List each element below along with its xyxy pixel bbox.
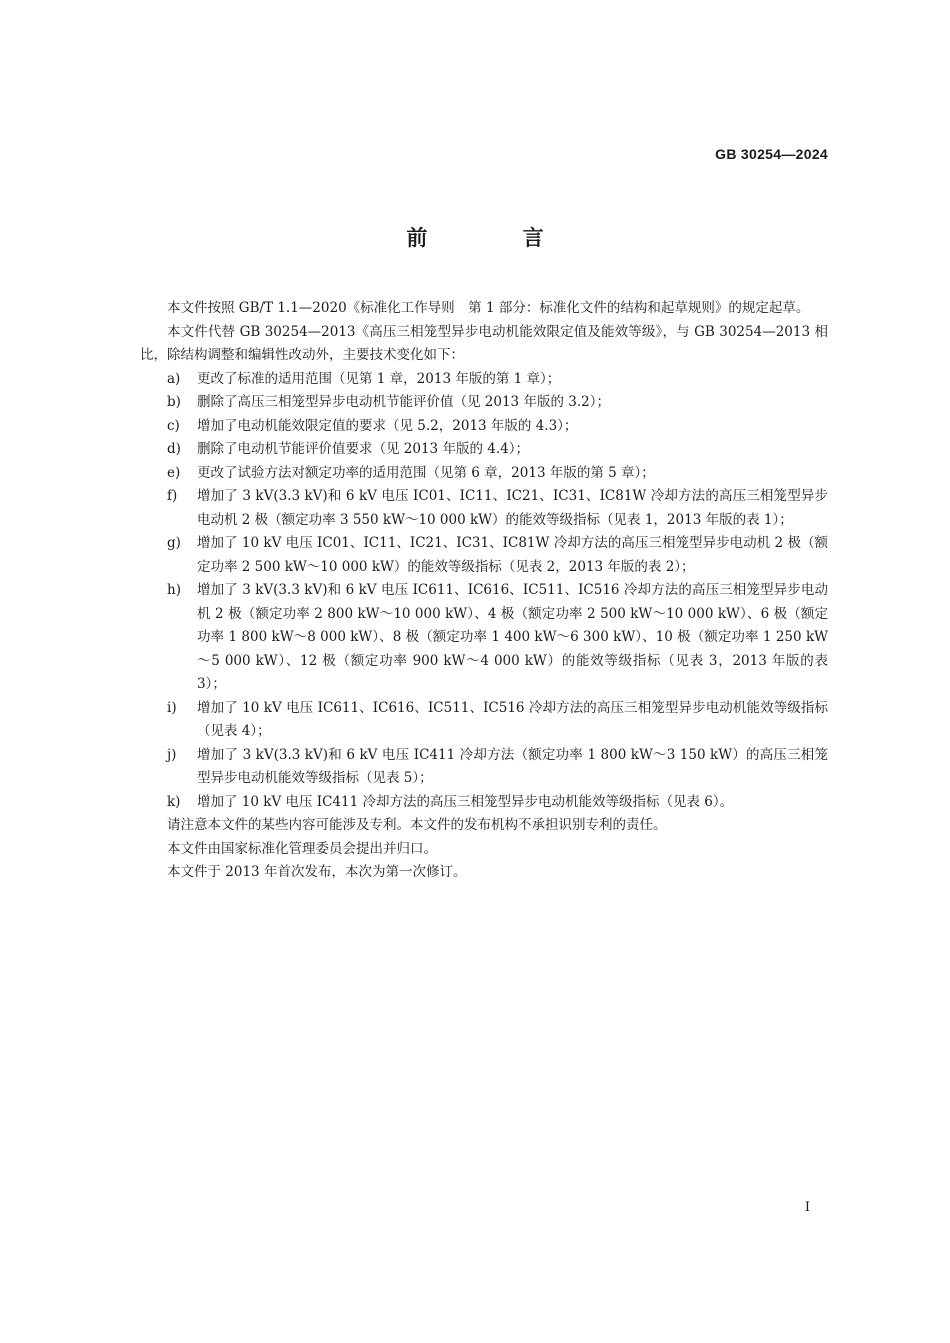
list-item-label: c): [167, 417, 180, 434]
list-item-label: g): [167, 535, 181, 551]
list-item: [167, 697, 828, 744]
list-item-label: e): [167, 464, 181, 481]
list-item: [167, 532, 828, 579]
list-item-label: i): [167, 699, 177, 716]
list-item-text: 增加了 10 kV 电压 IC411 冷却方法的高压三相笼型异步电动机能效等级指标（见表 6）。: [197, 793, 734, 810]
list-item-label: h): [167, 582, 181, 598]
intro-paragraph-replacement: 本文件代替 GB 30254—2013《高压三相笼型异步电动机能效限定值及能效等级》，与 GB 30254—2013 相比，除结构调整和编辑性改动外，主要技术变化如下：: [140, 323, 828, 363]
foreword-body: [140, 297, 828, 885]
list-item-label: j): [167, 746, 177, 763]
patent-notice-paragraph: 请注意本文件的某些内容可能涉及专利。本文件的发布机构不承担识别专利的责任。: [167, 817, 667, 833]
list-item-text: 增加了 10 kV 电压 IC01、IC11、IC21、IC31、IC81W 冷却方法的高压三相笼型异步电动机 2 极（额定功率 2 500 kW～10 000 kW）的能效等级指标（见表 2，2013 年版的表 2）；: [197, 535, 828, 575]
list-item-text: 增加了 3 kV(3.3 kV)和 6 kV 电压 IC411 冷却方法（额定功率 1 800 kW～3 150 kW）的高压三相笼型异步电动机能效等级指标（见表 5）；: [197, 746, 828, 786]
list-item: [167, 368, 828, 392]
list-item-text: 删除了电动机节能评价值要求（见 2013 年版的 4.4）；: [197, 441, 529, 457]
changes-list: [140, 368, 828, 815]
list-item-text: 更改了试验方法对额定功率的适用范围（见第 6 章，2013 年版的第 5 章）；: [197, 464, 655, 481]
list-item: [167, 485, 828, 532]
list-item-text: 更改了标准的适用范围（见第 1 章，2013 年版的第 1 章）；: [197, 370, 561, 387]
list-item-label: b): [167, 394, 181, 410]
page-number: I: [804, 1200, 810, 1215]
list-item-label: d): [167, 441, 181, 457]
list-item: [167, 579, 828, 697]
list-item-label: a): [167, 370, 181, 387]
list-item-text: 增加了 3 kV(3.3 kV)和 6 kV 电压 IC01、IC11、IC21、IC31、IC81W 冷却方法的高压三相笼型异步电动机 2 极（额定功率 3 550 kW～10 000 kW）的能效等级指标（见表 1，2013 年版的表 1）；: [197, 488, 828, 528]
list-item: [167, 391, 828, 415]
page-title: 前 言: [406, 226, 588, 250]
list-item-text: 增加了电动机能效限定值的要求（见 5.2，2013 年版的 4.3）；: [197, 417, 578, 434]
list-item-text: 增加了 10 kV 电压 IC611、IC616、IC511、IC516 冷却方法的高压三相笼型异步电动机能效等级指标（见表 4）；: [197, 699, 828, 739]
list-item-text: 删除了高压三相笼型异步电动机节能评价值（见 2013 年版的 3.2）；: [197, 394, 610, 410]
list-item: [167, 415, 828, 439]
document-number: GB 30254—2024: [715, 146, 828, 162]
list-item: [167, 791, 828, 815]
list-item: [167, 438, 828, 462]
intro-paragraph-drafting: 本文件按照 GB/T 1.1—2020《标准化工作导则 第 1 部分：标准化文件的结构和起草规则》的规定起草。: [167, 300, 810, 316]
list-item: [167, 744, 828, 791]
list-item: [167, 462, 828, 486]
proposer-paragraph: 本文件由国家标准化管理委员会提出并归口。: [167, 840, 437, 857]
list-item-label: k): [167, 793, 181, 810]
list-item-text: 增加了 3 kV(3.3 kV)和 6 kV 电压 IC611、IC616、IC511、IC516 冷却方法的高压三相笼型异步电动机 2 极（额定功率 2 800 kW～10 000 kW）、4 极（额定功率 2 500 kW～10 000 kW）、6 极（额定功率 1 800 kW～8 000 kW）、8 极（额定功率 1 400 kW～6 300 kW）、10 极（额定功率 1 250 kW～5 000 kW）、12 极（额定功率 900 kW～4 000 kW）的能效等级指标（见表 3，2013 年版的表 3）；: [197, 582, 828, 692]
history-paragraph: 本文件于 2013 年首次发布，本次为第一次修订。: [167, 864, 467, 880]
list-item-label: f): [167, 488, 178, 504]
